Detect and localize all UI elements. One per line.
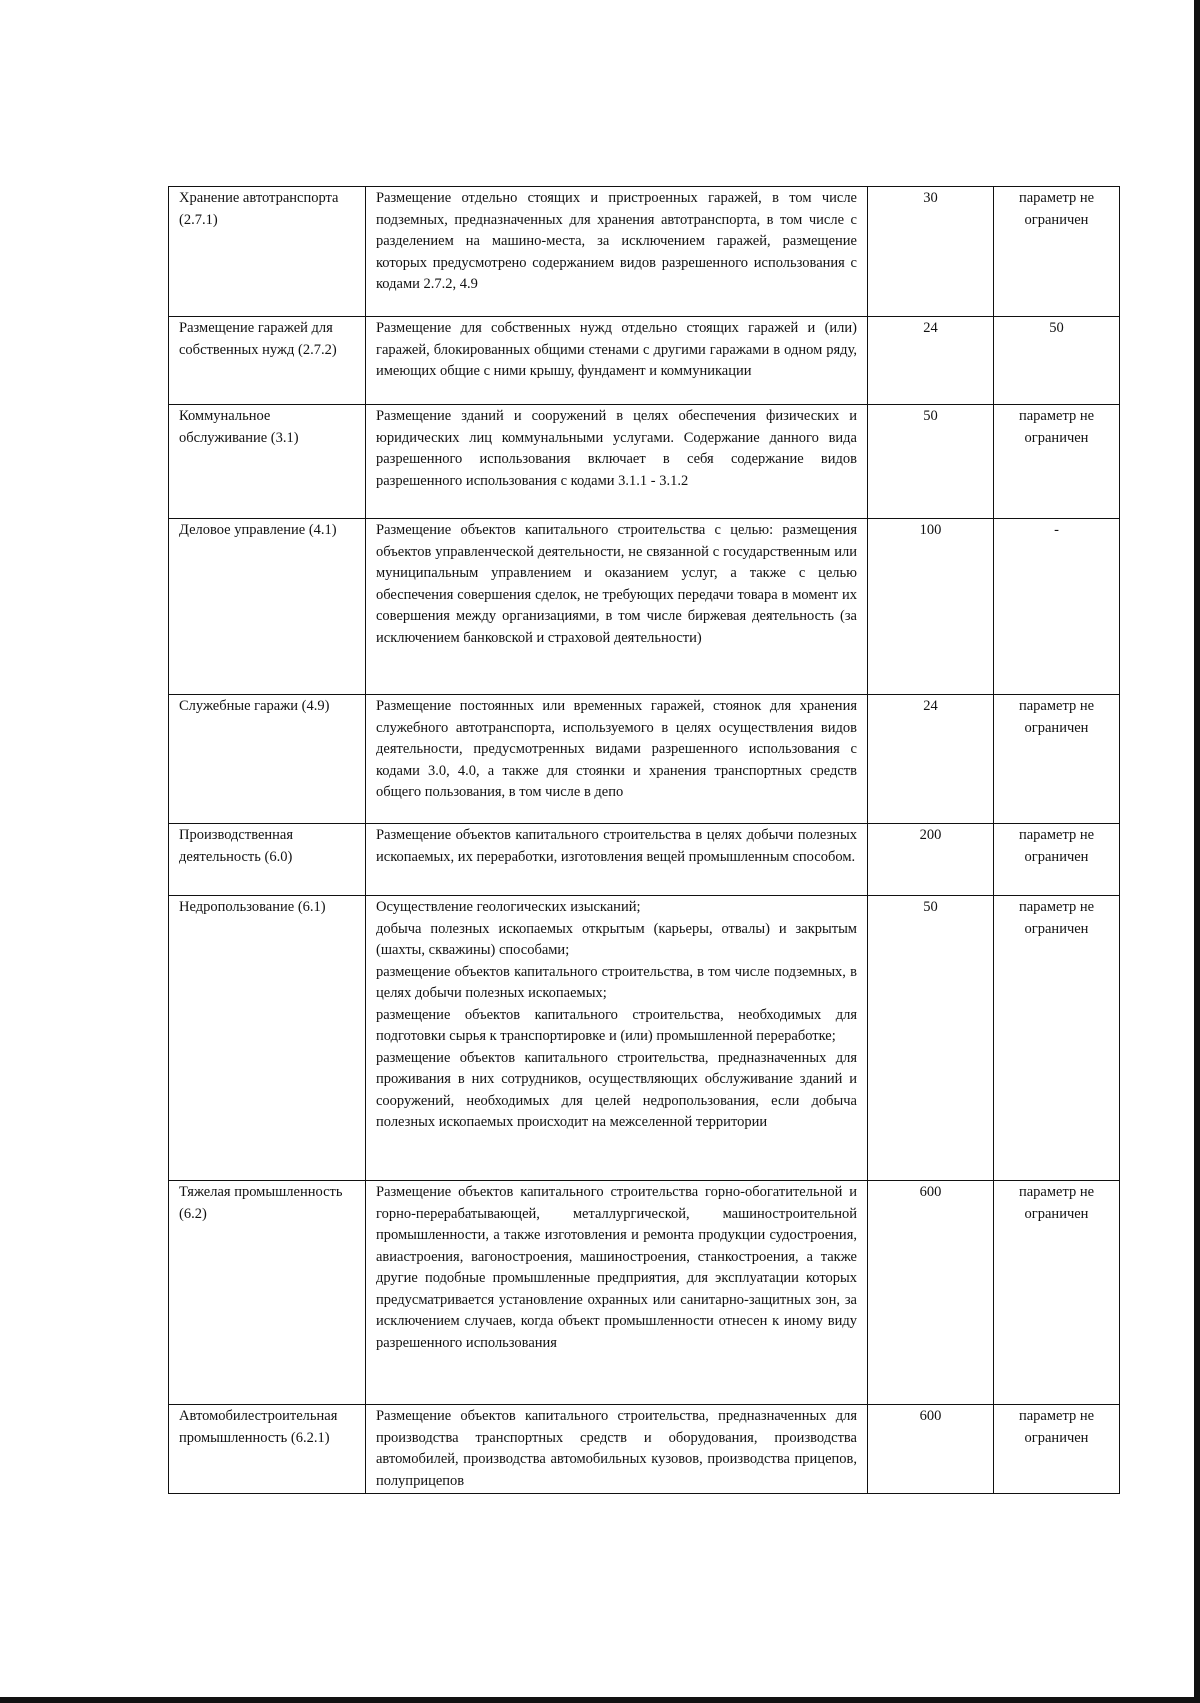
land-use-description — [366, 405, 868, 519]
land-use-name: Автомобилестроительная промышленность (6.2.1) — [169, 1405, 366, 1494]
max-area-value: 50 — [994, 317, 1120, 405]
land-use-name: Деловое управление (4.1) — [169, 519, 366, 695]
description-paragraph: Размещение для собственных нужд отдельно стоящих гаражей и (или) гаражей, блокированных общими стенами с другими гаражами в одном ряду, имеющих общие с ними крышу, фундамент и коммуникации — [376, 320, 857, 379]
table-row — [169, 187, 1120, 317]
land-use-description — [366, 824, 868, 896]
land-use-name: Производственная деятельность (6.0) — [169, 824, 366, 896]
land-use-description — [366, 695, 868, 824]
description-paragraph: Осуществление геологических изысканий; — [376, 899, 641, 915]
max-area-value: параметр не ограничен — [994, 1181, 1120, 1405]
table-row — [169, 896, 1120, 1181]
description-paragraph: размещение объектов капитального строительства, необходимых для подготовки сырья к транспортировке и (или) промышленной переработке; — [376, 1006, 857, 1044]
land-use-table — [168, 186, 1120, 1494]
max-area-value: - — [994, 519, 1120, 695]
description-paragraph: Размещение отдельно стоящих и пристроенных гаражей, в том числе подземных, предназначенных для хранения автотранспорта, в том числе с разделением на машино-места, за исключением гаражей, размещение которых предусмотрено содержанием видов разрешенного использования с кодами 2.7.2, 4.9 — [376, 190, 857, 292]
table-row — [169, 405, 1120, 519]
land-use-description — [366, 1405, 868, 1494]
description-paragraph: Размещение зданий и сооружений в целях обеспечения физических и юридических лиц коммунальными услугами. Содержание данного вида разрешенного использования включает в себя содержание видов разрешенного использования с кодами 3.1.1 - 3.1.2 — [376, 408, 857, 489]
max-area-value: параметр не ограничен — [994, 695, 1120, 824]
scan-right-edge — [1194, 0, 1200, 1703]
description-paragraph: Размещение объектов капитального строительства горно-обогатительной и горно-перерабатывающей, металлургической, машиностроительной промышленности, а также изготовления и ремонта продукции судостроения, авиастроения, вагоностроения, машиностроения, станкостроения, а также другие подобные промышленные предприятия, для эксплуатации которых предусматривается установление охранных или санитарно-защитных зон, за исключением случаев, когда объект промышленности отнесен к иному виду разрешенного использования — [376, 1184, 857, 1351]
max-area-value: параметр не ограничен — [994, 896, 1120, 1181]
description-paragraph: добыча полезных ископаемых открытым (карьеры, отвалы) и закрытым (шахты, скважины) способами; — [376, 920, 857, 958]
description-paragraph: размещение объектов капитального строительства, в том числе подземных, в целях добычи полезных ископаемых; — [376, 963, 857, 1001]
description-paragraph: Размещение постоянных или временных гаражей, стоянок для хранения служебного автотранспорта, используемого в целях осуществления видов деятельности, предусмотренных видами разрешенного использования с кодами 3.0, 4.0, а также для стоянки и хранения транспортных средств общего пользования, в том числе в депо — [376, 698, 857, 800]
table-row — [169, 824, 1120, 896]
description-paragraph: размещение объектов капитального строительства, предназначенных для проживания в них сотрудников, осуществляющих обслуживание зданий и сооружений, необходимых для целей недропользования, если добыча полезных ископаемых происходит на межселенной территории — [376, 1049, 857, 1130]
table-row — [169, 695, 1120, 824]
table-body — [169, 187, 1120, 1494]
land-use-description — [366, 187, 868, 317]
min-area-value: 600 — [868, 1405, 994, 1494]
land-use-description — [366, 1181, 868, 1405]
max-area-value: параметр не ограничен — [994, 187, 1120, 317]
land-use-name: Размещение гаражей для собственных нужд (2.7.2) — [169, 317, 366, 405]
min-area-value: 100 — [868, 519, 994, 695]
min-area-value: 200 — [868, 824, 994, 896]
max-area-value: параметр не ограничен — [994, 1405, 1120, 1494]
max-area-value: параметр не ограничен — [994, 824, 1120, 896]
land-use-name: Хранение автотранспорта (2.7.1) — [169, 187, 366, 317]
min-area-value: 50 — [868, 896, 994, 1181]
land-use-name: Служебные гаражи (4.9) — [169, 695, 366, 824]
land-use-description — [366, 896, 868, 1181]
land-use-description — [366, 317, 868, 405]
min-area-value: 24 — [868, 695, 994, 824]
min-area-value: 50 — [868, 405, 994, 519]
table-row — [169, 519, 1120, 695]
land-use-name: Коммунальное обслуживание (3.1) — [169, 405, 366, 519]
description-paragraph: Размещение объектов капитального строительства в целях добычи полезных ископаемых, их переработки, изготовления вещей промышленным способом. — [376, 827, 857, 865]
land-use-description — [366, 519, 868, 695]
max-area-value: параметр не ограничен — [994, 405, 1120, 519]
table-row — [169, 1181, 1120, 1405]
table-row — [169, 1405, 1120, 1494]
min-area-value: 24 — [868, 317, 994, 405]
table-row — [169, 317, 1120, 405]
description-paragraph: Размещение объектов капитального строительства, предназначенных для производства транспортных средств и оборудования, производства автомобилей, производства автомобильных кузовов, производства прицепов, полуприцепов — [376, 1408, 857, 1489]
min-area-value: 600 — [868, 1181, 994, 1405]
description-paragraph: Размещение объектов капитального строительства с целью: размещения объектов управленческой деятельности, не связанной с государственным или муниципальным управлением и оказанием услуг, а также с целью обеспечения совершения сделок, не требующих передачи товара в момент их совершения между организациями, в том числе биржевая деятельность (за исключением банковской и страховой деятельности) — [376, 522, 857, 646]
scan-bottom-edge — [0, 1697, 1200, 1703]
min-area-value: 30 — [868, 187, 994, 317]
land-use-name: Недропользование (6.1) — [169, 896, 366, 1181]
land-use-name: Тяжелая промышленность (6.2) — [169, 1181, 366, 1405]
